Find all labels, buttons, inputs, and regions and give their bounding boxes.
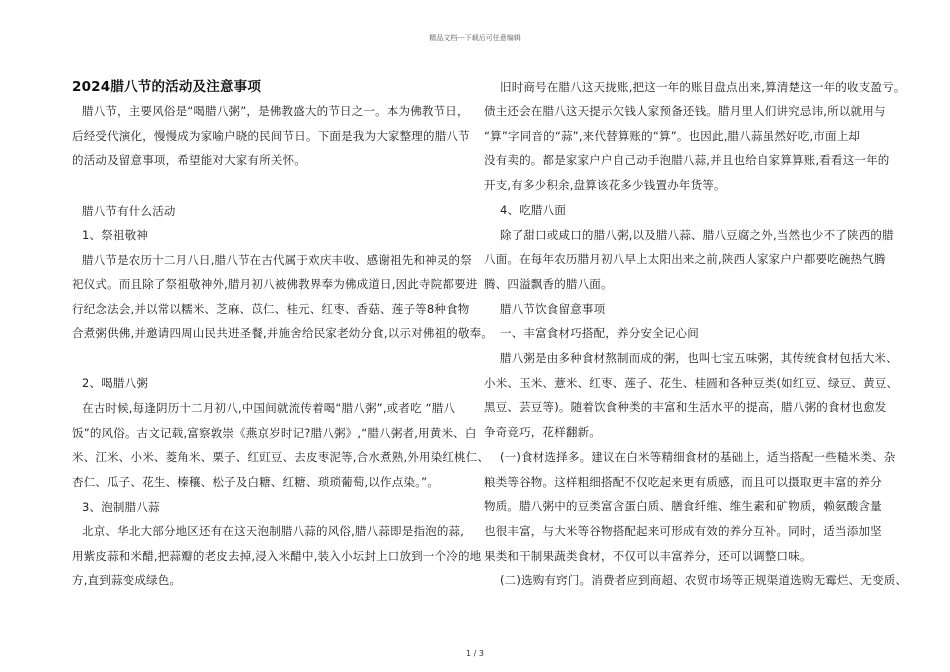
paragraph-line: 用紫皮蒜和米醋,把蒜瓣的老皮去掉,浸入米醋中,装入小坛封上口放到一个冷的地 <box>72 549 482 563</box>
page-header: 精品文档---下载后可任意编辑 <box>429 34 521 42</box>
paragraph-line: 黑豆、芸豆等)。随着饮食种类的丰富和生活水平的提高，腊八粥的食材也愈发 <box>484 400 887 414</box>
subsection-heading: 2、喝腊八粥 <box>82 376 149 390</box>
paragraph-line: 没有卖的。都是家家户户自己动手泡腊八蒜,并且也给自家算算账,看看这一年的 <box>484 153 890 167</box>
paragraph-line: 争奇竞巧，花样翻新。 <box>484 425 601 439</box>
paragraph-line: 腊八节是农历十二月八日,腊八节在古代属于欢庆丰收、感谢祖先和神灵的祭 <box>82 253 472 267</box>
document-title: 2024腊八节的活动及注意事项 <box>72 79 262 95</box>
subsection-heading: 一、丰富食材巧搭配，养分安全记心间 <box>500 326 699 340</box>
section-heading: 腊八节有什么活动 <box>82 204 176 218</box>
paragraph-line: 粮类等谷物。这样粗细搭配不仅吃起来更有质感，而且可以摄取更丰富的养分 <box>484 475 882 489</box>
paragraph-line: 旧时商号在腊八这天拢账,把这一年的账目盘点出来,算清楚这一年的收支盈亏。 <box>500 80 906 94</box>
paragraph-line: (二)选购有窍门。消费者应到商超、农贸市场等正规渠道选购无霉烂、无变质、 <box>500 573 908 587</box>
paragraph-line: 祀仪式。而且除了祭祖敬神外,腊月初八被佛教界奉为佛成道日,因此寺院都要进 <box>72 277 478 291</box>
paragraph-line: 后经受代演化，慢慢成为家喻户晓的民间节日。下面是我为大家整理的腊八节 <box>72 129 470 143</box>
paragraph-line: 的活动及留意事项，希望能对大家有所关怀。 <box>72 153 306 167</box>
paragraph-line: “算”字同音的“蒜”,来代替算账的“算”。也因此,腊八蒜虽然好吃,市面上却 <box>484 129 861 143</box>
paragraph-line: 饭”的风俗。古文记载,富察敦崇《燕京岁时记?腊八粥》,“腊八粥者,用黄米、白 <box>72 426 477 440</box>
paragraph-line: 合煮粥供佛,并邀请四周山民共进圣餐,并施舍给民家老幼分食,以示对佛祖的敬奉。 <box>72 326 494 340</box>
paragraph-line: 小米、玉米、薏米、红枣、莲子、花生、桂圆和各种豆类(如红豆、绿豆、黄豆、 <box>484 376 899 390</box>
paragraph-line: 腾、四溢飘香的腊八面。 <box>484 277 613 291</box>
section-heading: 腊八节饮食留意事项 <box>500 302 606 316</box>
paragraph-line: 物质。腊八粥中的豆类富含蛋白质、膳食纤维、维生素和矿物质，赖氨酸含量 <box>484 499 882 513</box>
subsection-heading: 3、泡制腊八蒜 <box>82 500 160 514</box>
subsection-heading: 4、吃腊八面 <box>500 203 567 217</box>
subsection-heading: 1、祭祖敬神 <box>82 228 149 242</box>
paragraph-line: 在古时候,每逢阴历十二月初八,中国间就流传着喝“腊八粥”,或者吃 “腊八 <box>82 401 456 415</box>
paragraph-line: 米、江米、小米、菱角米、栗子、红豇豆、去皮枣泥等,合水煮熟,外用染红桃仁、 <box>72 450 490 464</box>
page-number: 1 / 3 <box>466 649 484 658</box>
paragraph-line: 腊八粥是由多种食材熬制而成的粥，也叫七宝五味粥，其传统食材包括大米、 <box>500 351 898 365</box>
paragraph-line: (一)食材选择多。建议在白米等精细食材的基础上，适当搭配一些糙米类、杂 <box>500 450 896 464</box>
paragraph-line: 行纪念法会,并以常以糯米、芝麻、苡仁、桂元、红枣、香菇、莲子等8种食物 <box>72 302 470 316</box>
paragraph-line: 果类和干制果蔬类食材，不仅可以丰富养分，还可以调整口味。 <box>484 549 812 563</box>
paragraph-line: 开支,有多少积余,盘算该花多少钱置办年货等。 <box>484 178 726 192</box>
paragraph-line: 杏仁、瓜子、花生、榛穰、松子及白糖、红糖、琐琐葡萄,以作点染。”。 <box>72 475 439 489</box>
paragraph-line: 也很丰富，与大米等谷物搭配起来可形成有效的养分互补。同时，适当添加坚 <box>484 524 882 538</box>
paragraph-line: 债主还会在腊八这天提示欠钱人家预备还钱。腊月里人们讲究忌讳,所以就用与 <box>484 104 886 118</box>
paragraph-line: 方,直到蒜变成绿色。 <box>72 573 182 587</box>
paragraph-line: 北京、华北大部分地区还有在这天泡制腊八蒜的风俗,腊八蒜即是指泡的蒜, <box>82 524 465 538</box>
paragraph-line: 八面。在每年农历腊月初八早上太阳出来之前,陕西人家家户户都要吃碗热气腾 <box>484 252 886 266</box>
paragraph-line: 除了甜口或咸口的腊八粥,以及腊八蒜、腊八豆腐之外,当然也少不了陕西的腊 <box>500 228 894 242</box>
paragraph-line: 腊八节，主要风俗是“喝腊八粥”，是佛教盛大的节日之一。本为佛教节日， <box>82 104 469 118</box>
